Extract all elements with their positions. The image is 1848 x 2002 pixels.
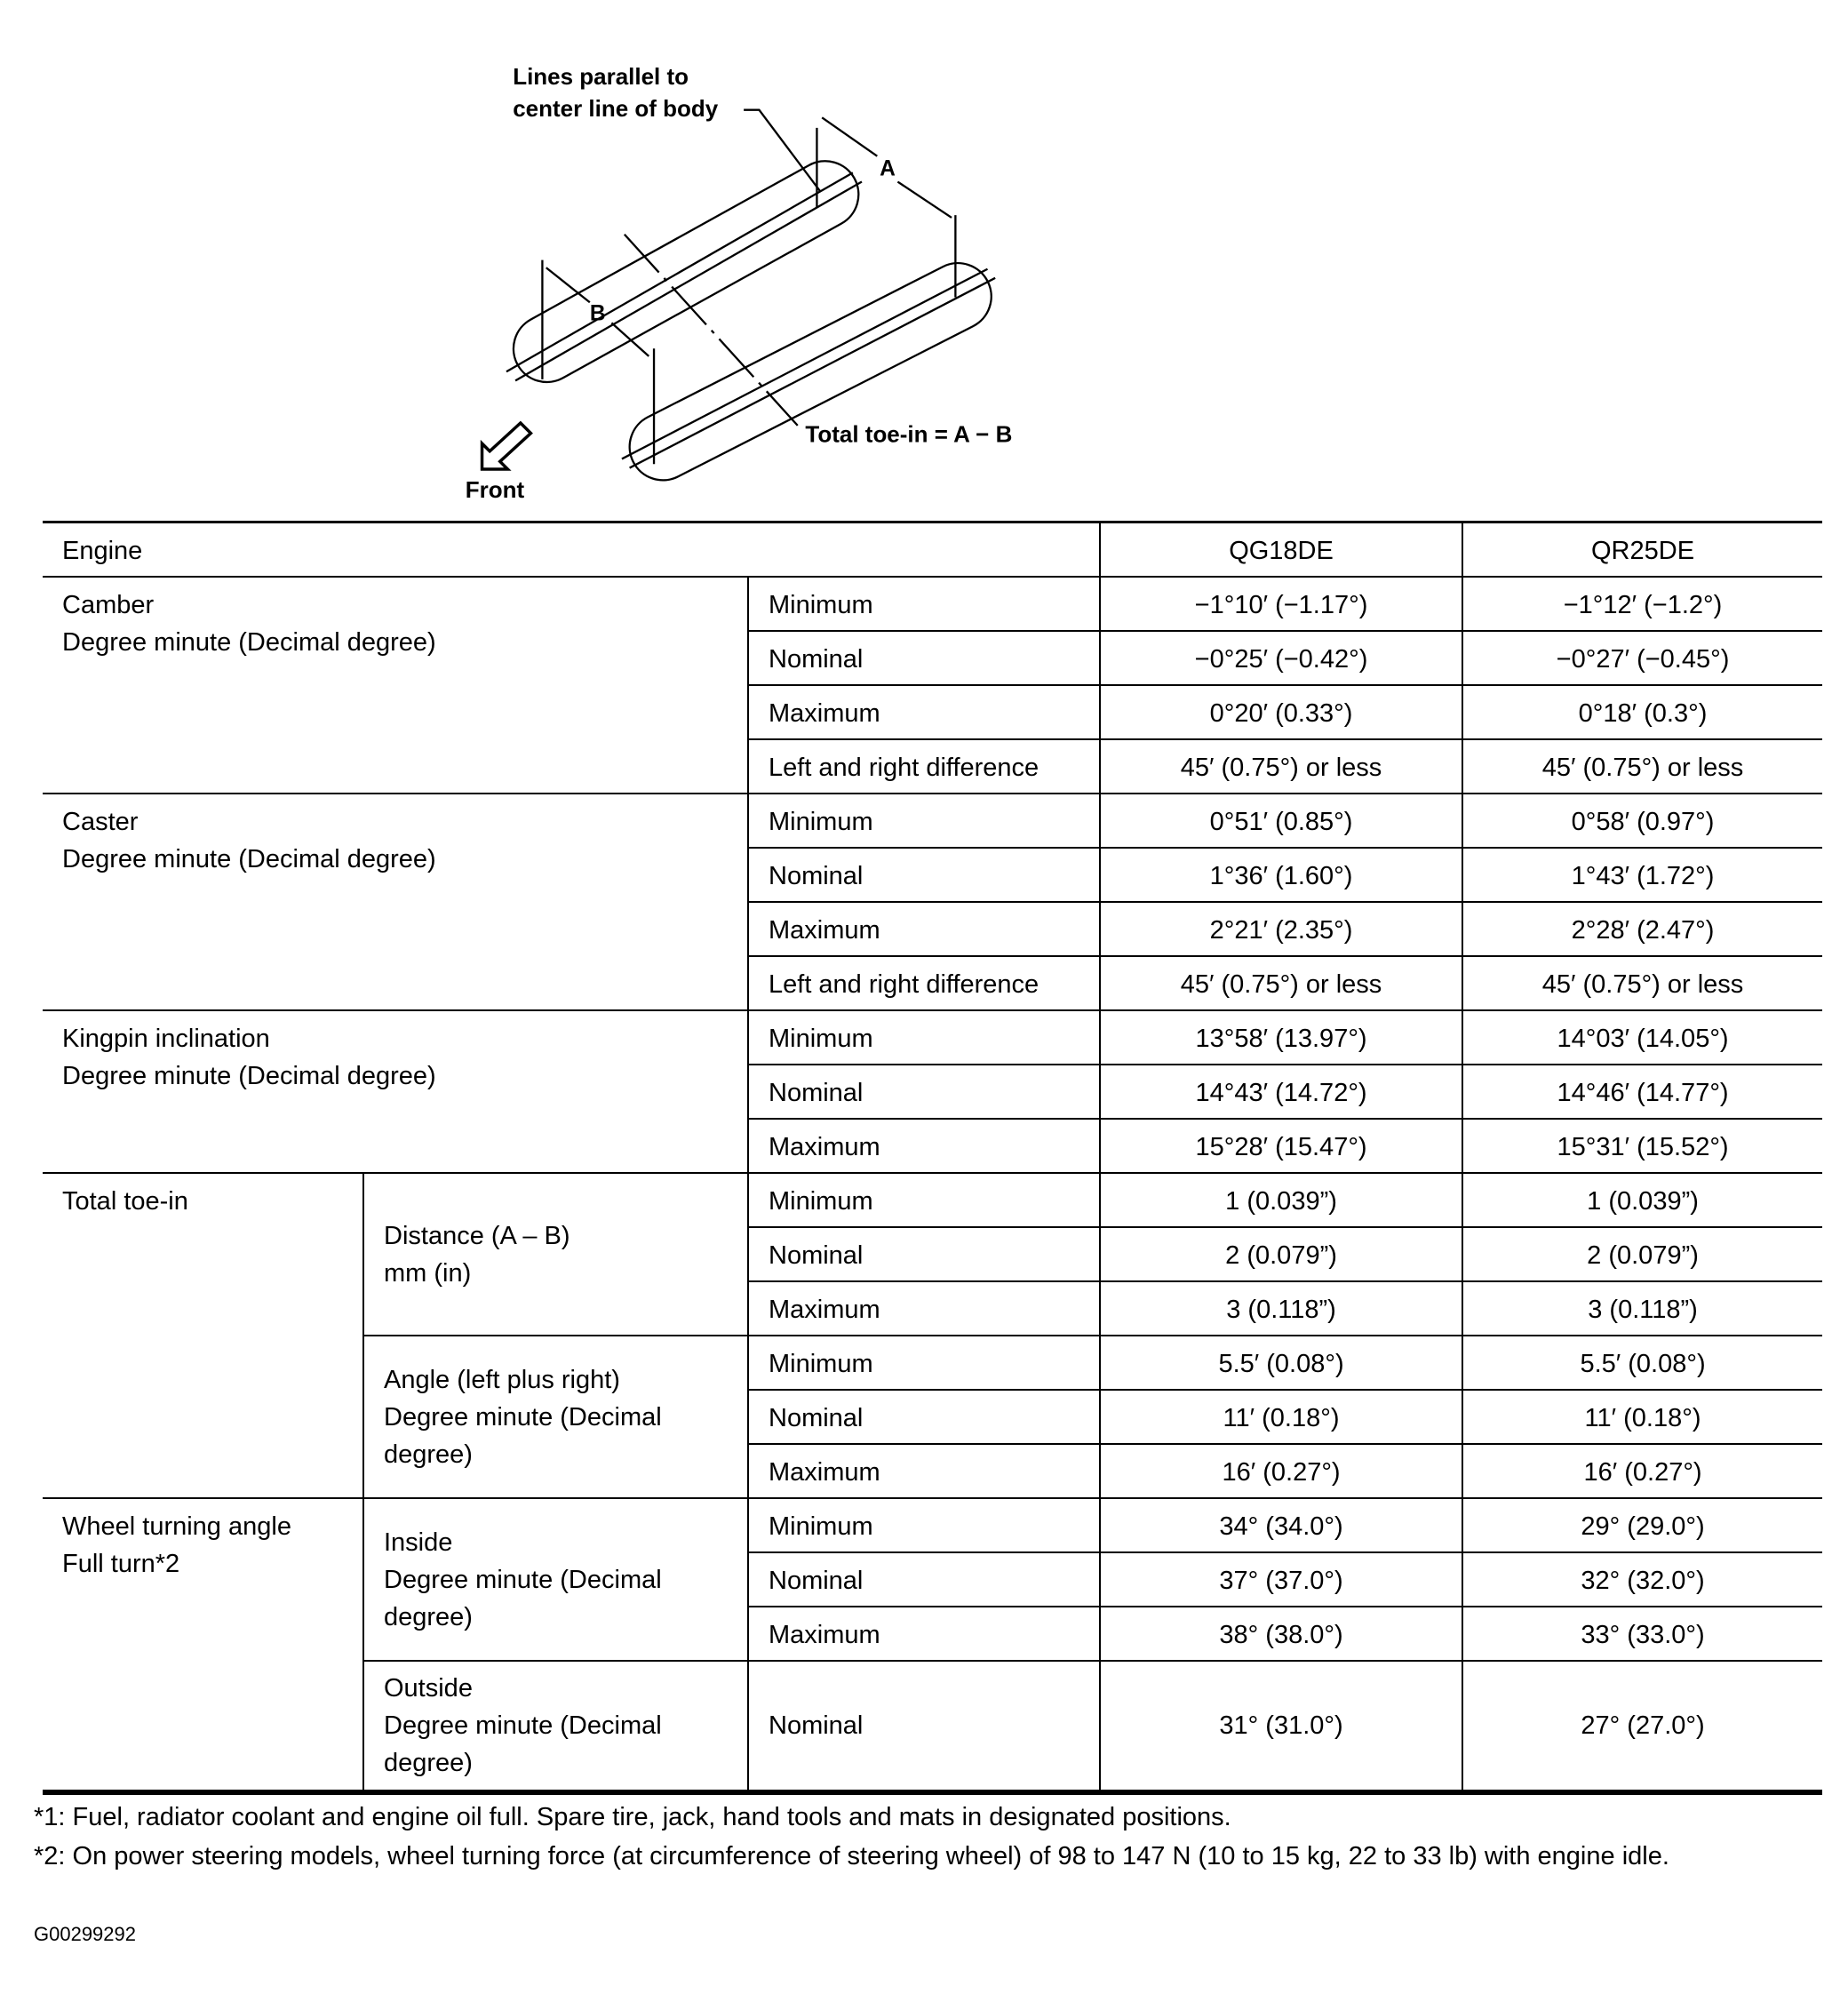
front-arrow-icon — [482, 423, 531, 469]
row-label: Minimum — [748, 577, 1100, 631]
outside-title: Outside — [384, 1674, 473, 1703]
caster-label — [43, 794, 748, 1010]
cell-value: 2 (0.079”) — [1462, 1227, 1822, 1281]
inside-title: Inside — [384, 1527, 453, 1557]
row-label: Nominal — [748, 1552, 1100, 1607]
row-label: Nominal — [748, 848, 1100, 902]
row-label: Maximum — [748, 1281, 1100, 1336]
cell-value: 45′ (0.75°) or less — [1462, 956, 1822, 1010]
cell-value: 2 (0.079”) — [1100, 1227, 1462, 1281]
label-total-toe-in: Total toe-in = A − B — [805, 420, 1013, 448]
alignment-spec-table — [43, 521, 1822, 1795]
kingpin-title: Kingpin inclination — [62, 1025, 270, 1053]
row-label: Maximum — [748, 1444, 1100, 1498]
row-label: Minimum — [748, 1173, 1100, 1227]
cell-value: 5.5′ (0.08°) — [1100, 1336, 1462, 1390]
toe-in-diagram — [449, 44, 1090, 515]
row-label: Nominal — [748, 1227, 1100, 1281]
row-label: Left and right difference — [748, 956, 1100, 1010]
cell-value: 1 (0.039”) — [1462, 1173, 1822, 1227]
cell-value: 0°51′ (0.85°) — [1100, 794, 1462, 848]
camber-label — [43, 577, 748, 794]
cell-value: 34° (34.0°) — [1100, 1498, 1462, 1552]
kingpin-label — [43, 1010, 748, 1173]
cell-value: 15°28′ (15.47°) — [1100, 1119, 1462, 1173]
cell-value: 2°21′ (2.35°) — [1100, 902, 1462, 956]
footnote-1: *1: Fuel, radiator coolant and engine oil full. Spare tire, jack, hand tools and mats in designated positions. — [34, 1803, 1231, 1831]
toe-distance-label — [363, 1173, 748, 1336]
cell-value: 0°18′ (0.3°) — [1462, 685, 1822, 739]
cell-value: 0°20′ (0.33°) — [1100, 685, 1462, 739]
toe-distance-title: Distance (A – B) — [384, 1221, 570, 1250]
cell-value: 3 (0.118”) — [1100, 1281, 1462, 1336]
cell-value: 37° (37.0°) — [1100, 1552, 1462, 1607]
cell-value: 31° (31.0°) — [1100, 1661, 1462, 1792]
cell-value: 16′ (0.27°) — [1100, 1444, 1462, 1498]
cell-value: 2°28′ (2.47°) — [1462, 902, 1822, 956]
footnote-2: *2: On power steering models, wheel turning force (at circumference of steering wheel) of 98 to 147 N (10 to 15 kg, 22 to 33 lb) with engine idle. — [34, 1842, 1669, 1870]
cell-value: 29° (29.0°) — [1462, 1498, 1822, 1552]
toe-angle-unit: Degree minute (Decimal degree) — [384, 1402, 662, 1469]
table-row — [43, 1010, 1822, 1065]
cell-value: 14°46′ (14.77°) — [1462, 1065, 1822, 1119]
row-label: Minimum — [748, 1498, 1100, 1552]
camber-title: Camber — [62, 591, 155, 619]
table-row — [43, 794, 1822, 848]
table-row — [43, 577, 1822, 631]
cell-value: 45′ (0.75°) or less — [1462, 739, 1822, 794]
cell-value: 0°58′ (0.97°) — [1462, 794, 1822, 848]
cell-value: 38° (38.0°) — [1100, 1607, 1462, 1661]
caster-title: Caster — [62, 808, 139, 836]
cell-value: −1°12′ (−1.2°) — [1462, 577, 1822, 631]
row-label: Minimum — [748, 1336, 1100, 1390]
turning-subtitle: Full turn*2 — [62, 1550, 180, 1578]
cell-value: 1°43′ (1.72°) — [1462, 848, 1822, 902]
outside-unit: Degree minute (Decimal degree) — [384, 1711, 662, 1777]
cell-value: 27° (27.0°) — [1462, 1661, 1822, 1792]
label-parallel-lines-2: center line of body — [513, 94, 719, 122]
row-label: Maximum — [748, 685, 1100, 739]
row-label: Minimum — [748, 1010, 1100, 1065]
header-qg18de: QG18DE — [1100, 522, 1462, 578]
cell-value: 45′ (0.75°) or less — [1100, 739, 1462, 794]
table-row — [43, 1498, 1822, 1552]
header-engine: Engine — [43, 522, 1100, 578]
cell-value: 14°03′ (14.05°) — [1462, 1010, 1822, 1065]
toe-distance-unit: mm (in) — [384, 1258, 472, 1288]
row-label: Maximum — [748, 1607, 1100, 1661]
cell-value: 1 (0.039”) — [1100, 1173, 1462, 1227]
toe-in-label: Total toe-in — [43, 1173, 363, 1498]
cell-value: 33° (33.0°) — [1462, 1607, 1822, 1661]
label-parallel-lines-1: Lines parallel to — [513, 62, 689, 90]
inside-unit: Degree minute (Decimal degree) — [384, 1565, 662, 1631]
row-label: Nominal — [748, 631, 1100, 685]
header-qr25de: QR25DE — [1462, 522, 1822, 578]
label-a: A — [880, 156, 896, 181]
cell-value: 45′ (0.75°) or less — [1100, 956, 1462, 1010]
figure-code: G00299292 — [34, 1923, 136, 1945]
label-front: Front — [465, 475, 525, 503]
cell-value: 16′ (0.27°) — [1462, 1444, 1822, 1498]
cell-value: 13°58′ (13.97°) — [1100, 1010, 1462, 1065]
row-label: Nominal — [748, 1390, 1100, 1444]
table-header-row — [43, 522, 1822, 578]
row-label: Maximum — [748, 902, 1100, 956]
cell-value: 5.5′ (0.08°) — [1462, 1336, 1822, 1390]
row-label: Left and right difference — [748, 739, 1100, 794]
dimension-b — [542, 260, 654, 465]
row-label: Minimum — [748, 794, 1100, 848]
row-label: Maximum — [748, 1119, 1100, 1173]
cell-value: 11′ (0.18°) — [1100, 1390, 1462, 1444]
kingpin-unit: Degree minute (Decimal degree) — [62, 1062, 436, 1090]
row-label: Nominal — [748, 1065, 1100, 1119]
toe-angle-label — [363, 1336, 748, 1498]
outside-label — [363, 1661, 748, 1792]
caster-unit: Degree minute (Decimal degree) — [62, 845, 436, 873]
cell-value: 11′ (0.18°) — [1462, 1390, 1822, 1444]
cell-value: 32° (32.0°) — [1462, 1552, 1822, 1607]
cell-value: 14°43′ (14.72°) — [1100, 1065, 1462, 1119]
camber-unit: Degree minute (Decimal degree) — [62, 628, 436, 657]
toe-angle-title: Angle (left plus right) — [384, 1365, 620, 1394]
turning-label — [43, 1498, 363, 1792]
inside-label — [363, 1498, 748, 1661]
cell-value: −1°10′ (−1.17°) — [1100, 577, 1462, 631]
cell-value: 1°36′ (1.60°) — [1100, 848, 1462, 902]
cell-value: 15°31′ (15.52°) — [1462, 1119, 1822, 1173]
cell-value: −0°25′ (−0.42°) — [1100, 631, 1462, 685]
label-b: B — [589, 301, 606, 326]
cell-value: −0°27′ (−0.45°) — [1462, 631, 1822, 685]
turning-title: Wheel turning angle — [62, 1512, 291, 1541]
row-label: Nominal — [748, 1661, 1100, 1792]
cell-value: 3 (0.118”) — [1462, 1281, 1822, 1336]
table-row — [43, 1173, 1822, 1227]
